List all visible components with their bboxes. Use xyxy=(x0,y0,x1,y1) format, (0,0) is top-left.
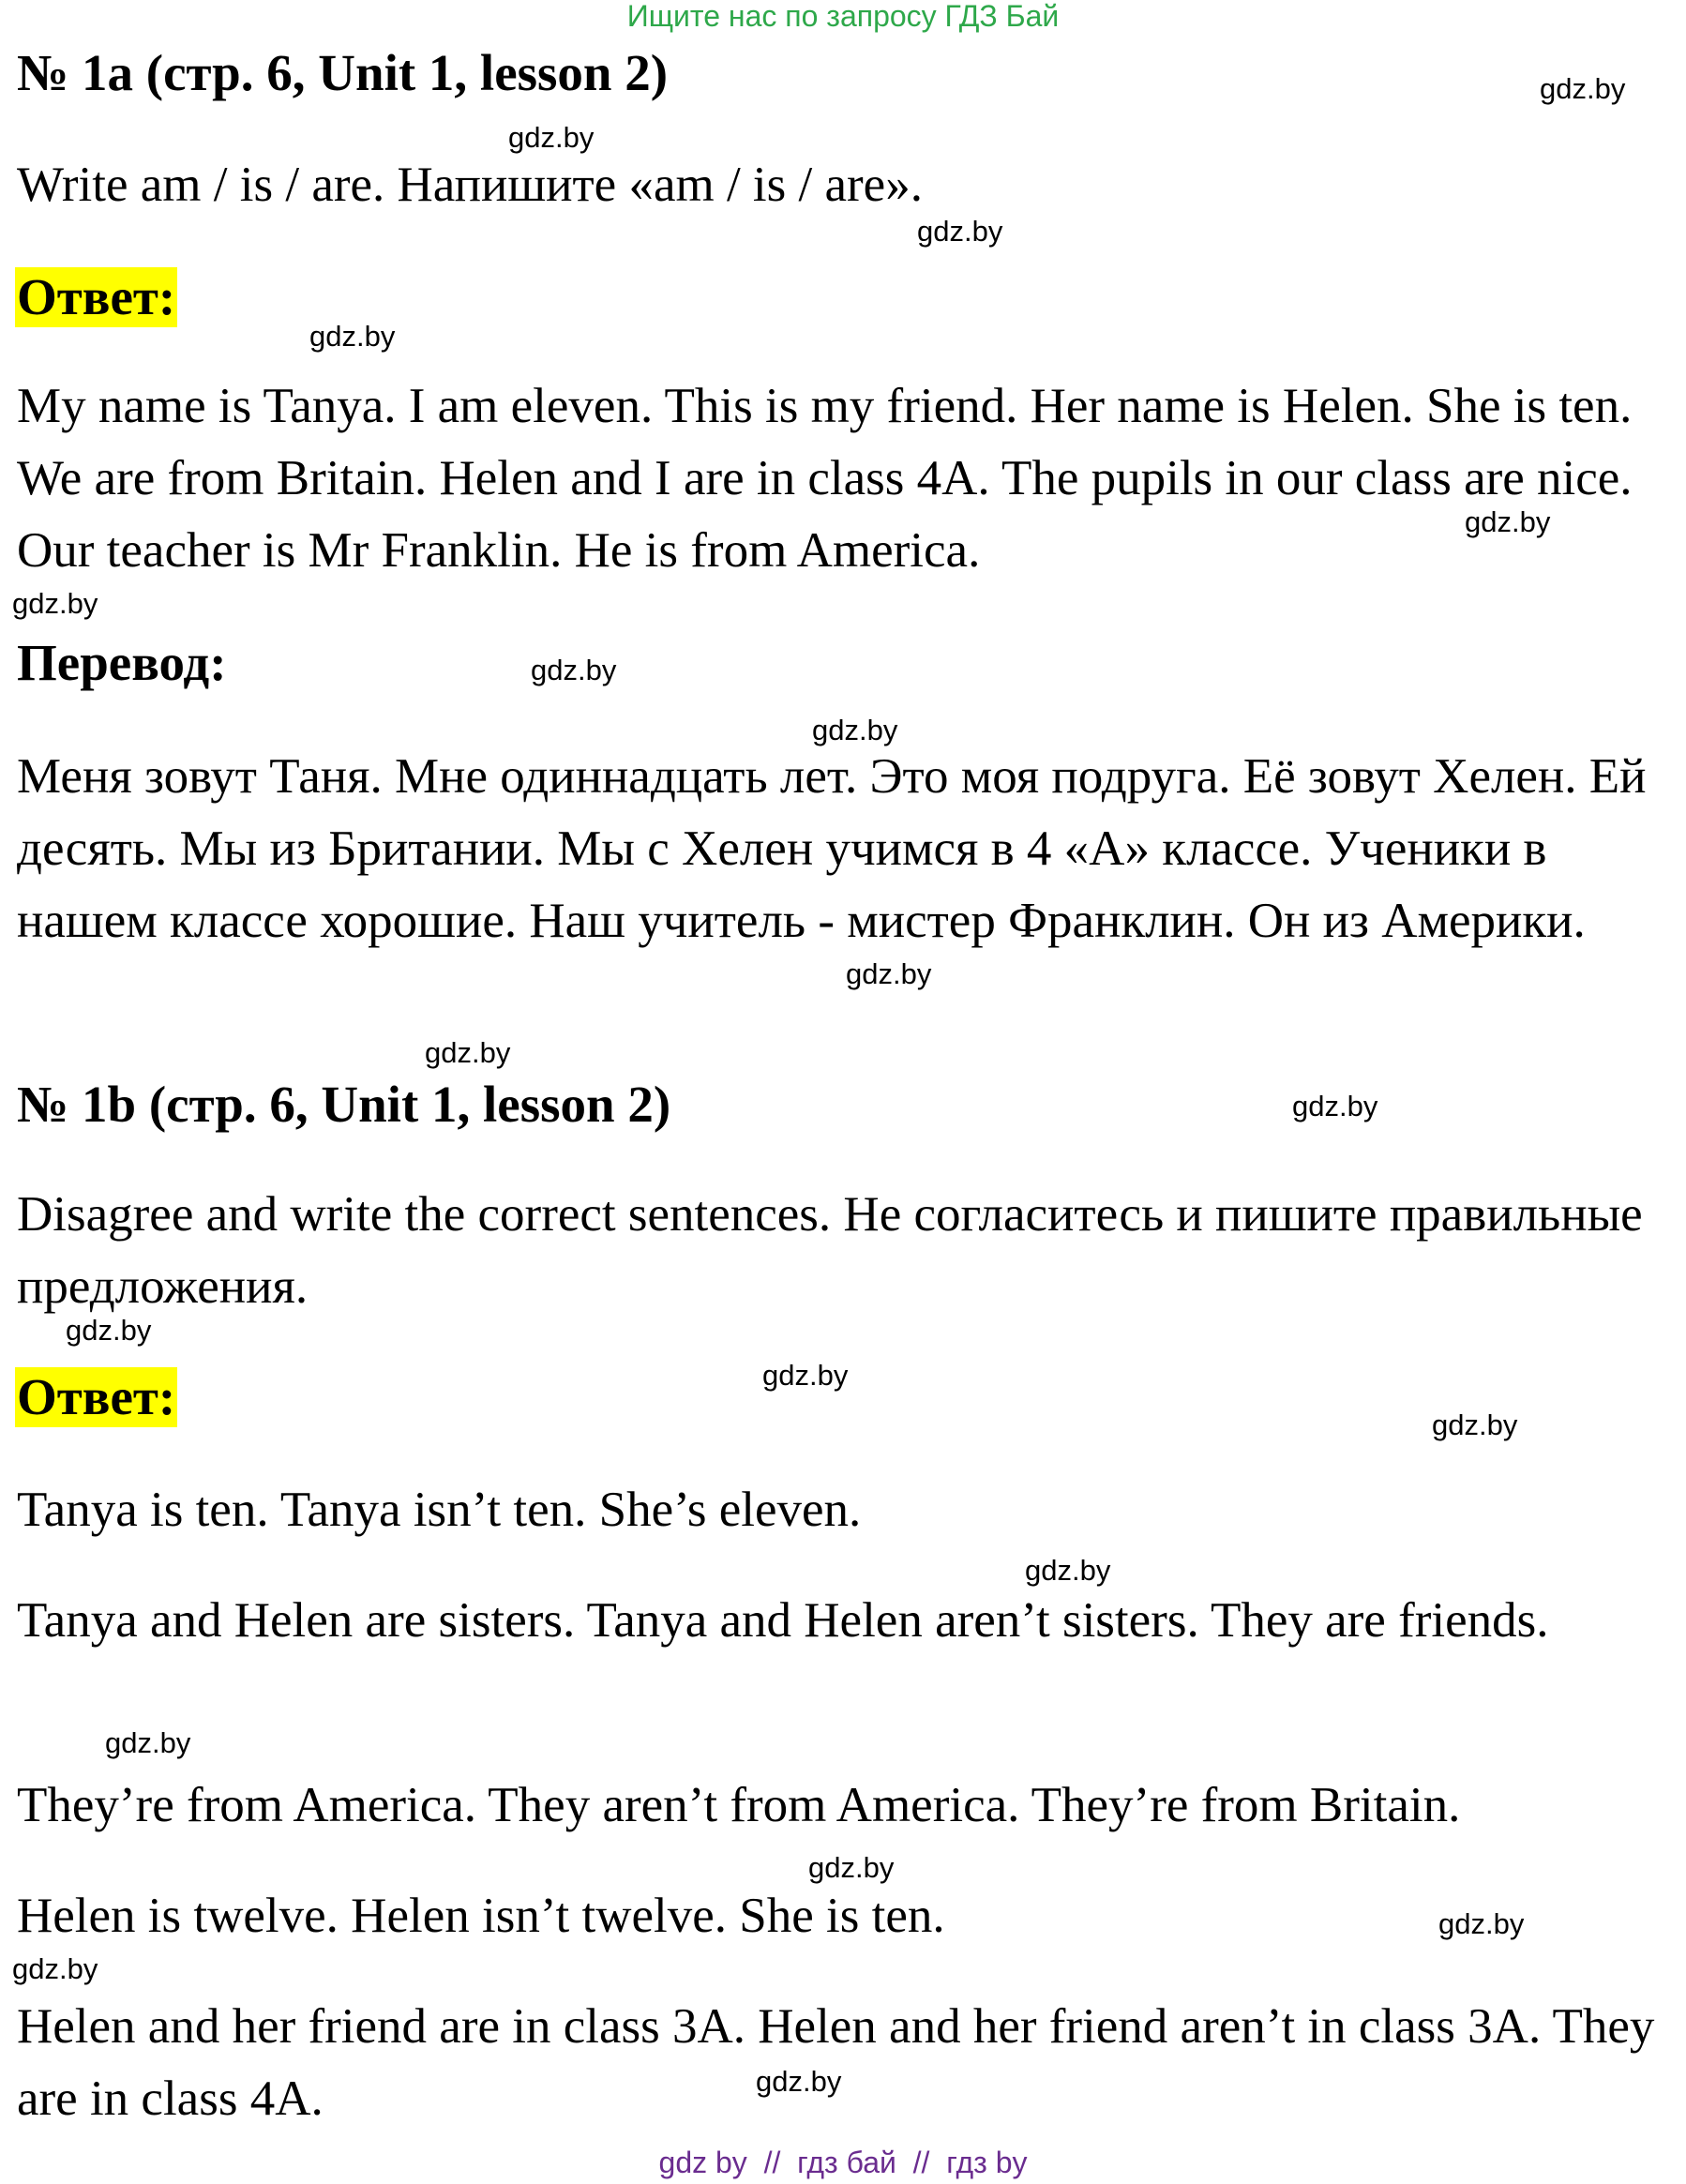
watermark: gdz.by xyxy=(508,121,595,154)
watermark: gdz.by xyxy=(1292,1090,1378,1122)
watermark: gdz.by xyxy=(1432,1408,1518,1441)
answer-line: They’re from America. They aren’t from America. They’re from Britain. xyxy=(17,1778,1461,1832)
watermark: gdz.by xyxy=(917,215,1003,248)
watermark: gdz.by xyxy=(846,957,932,990)
section-1a-title: № 1a (стр. 6, Unit 1, lesson 2) xyxy=(17,44,669,101)
watermark: gdz.by xyxy=(12,587,98,620)
footer-link-gdz-by-cyr[interactable]: гдз by xyxy=(946,2146,1028,2179)
answer-line: Helen is twelve. Helen isn’t twelve. She is ten. xyxy=(17,1889,945,1943)
watermark: gdz.by xyxy=(425,1036,511,1069)
top-banner[interactable]: Ищите нас по запросу ГДЗ Бай xyxy=(626,0,1060,33)
watermark: gdz.by xyxy=(66,1314,152,1347)
section-1a-translation-label: Перевод: xyxy=(17,634,227,691)
watermark: gdz.by xyxy=(1025,1554,1111,1587)
section-1b-answer-label: Ответ: xyxy=(17,1368,176,1425)
watermark: gdz.by xyxy=(762,1359,849,1392)
footer-link-gdz-by[interactable]: gdz by xyxy=(658,2146,747,2179)
watermark: gdz.by xyxy=(756,2065,842,2098)
watermark: gdz.by xyxy=(531,654,617,686)
section-1a-translation-text: Меня зовут Таня. Мне одиннадцать лет. Это моя подруга. Её зовут Хелен. Ей десять. Мы из Британии. Мы с Хелен учимся в 4 «А» классе. Ученики в нашем классе хорошие. Наш учитель - мистер Франклин. Он из Америки. xyxy=(17,749,1647,948)
answer-line: Helen and her friend are in class 3A. Helen and her friend aren’t in class 3A. They are in class 4A. xyxy=(17,1999,1655,2126)
section-1a-answer-label: Ответ: xyxy=(17,268,176,325)
watermark: gdz.by xyxy=(105,1726,191,1759)
watermark: gdz.by xyxy=(812,714,898,746)
answer-line: Tanya and Helen are sisters. Tanya and Helen aren’t sisters. They are friends. xyxy=(17,1593,1549,1648)
footer-separator: // xyxy=(746,2146,798,2179)
footer xyxy=(0,2146,1686,2179)
section-1a-instruction: Write am / is / are. Напишите «am / is / are». xyxy=(17,158,923,212)
watermark: gdz.by xyxy=(1438,1907,1525,1940)
watermark: gdz.by xyxy=(1540,72,1626,105)
watermark: gdz.by xyxy=(309,320,396,353)
footer-link-gdz-bai[interactable]: гдз бай xyxy=(797,2146,896,2179)
watermark: gdz.by xyxy=(12,1952,98,1985)
watermark: gdz.by xyxy=(1465,505,1551,538)
footer-separator: // xyxy=(896,2146,947,2179)
watermark: gdz.by xyxy=(808,1851,895,1884)
section-1b-title: № 1b (стр. 6, Unit 1, lesson 2) xyxy=(17,1076,671,1133)
answer-line: Tanya is ten. Tanya isn’t ten. She’s eleven. xyxy=(17,1483,862,1537)
section-1b-instruction: Disagree and write the correct sentences. Не согласитесь и пишите правильные предложения. xyxy=(17,1187,1643,1314)
section-1a-answer-text: My name is Tanya. I am eleven. This is my friend. Her name is Helen. She is ten. We are from Britain. Helen and I are in class 4A. The pupils in our class are nice. Our teacher is Mr Franklin. He is from America. xyxy=(17,379,1633,578)
